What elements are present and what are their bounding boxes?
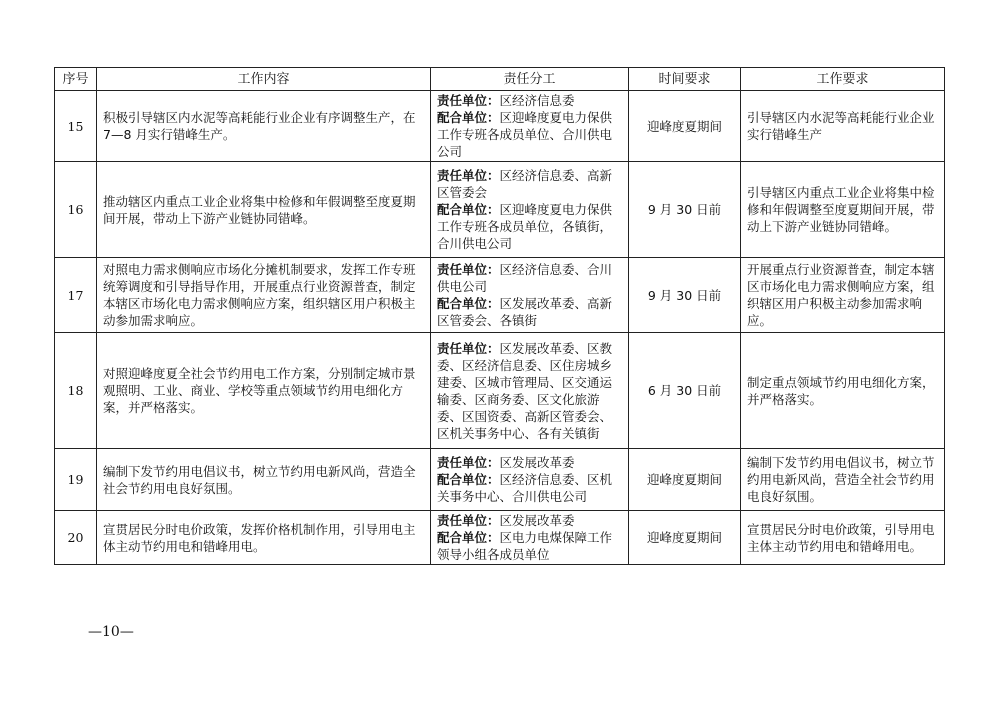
table-row xyxy=(55,333,945,449)
work-content: 积极引导辖区内水泥等高耗能行业企业有序调整生产，在 7—8 月实行错峰生产。 xyxy=(97,91,431,162)
coop-units: 区迎峰度夏电力保供工作专班各成员单位，各镇街，合川供电公司 xyxy=(437,202,613,251)
lead-units: 区发展改革委 xyxy=(499,455,575,470)
responsibility-cell xyxy=(431,449,629,511)
row-number: 16 xyxy=(55,162,97,258)
responsibility-cell xyxy=(431,511,629,565)
table-body xyxy=(55,91,945,565)
coop-unit-line xyxy=(437,295,622,329)
work-content: 宣贯居民分时电价政策，发挥价格机制作用，引导用电主体主动节约用电和错峰用电。 xyxy=(97,511,431,565)
responsibility-cell xyxy=(431,333,629,449)
row-number: 18 xyxy=(55,333,97,449)
lead-unit-line xyxy=(437,454,622,471)
responsibility-cell xyxy=(431,91,629,162)
work-requirement: 制定重点领域节约用电细化方案，并严格落实。 xyxy=(741,333,945,449)
header-number: 序号 xyxy=(55,68,97,91)
time-requirement: 迎峰度夏期间 xyxy=(629,91,741,162)
lead-units: 区发展改革委 xyxy=(499,513,575,528)
header-requirement: 工作要求 xyxy=(741,68,945,91)
lead-unit-line xyxy=(437,512,622,529)
lead-unit-label: 责任单位： xyxy=(437,262,500,277)
header-time: 时间要求 xyxy=(629,68,741,91)
lead-units: 区经济信息委 xyxy=(499,93,575,108)
responsibility-cell xyxy=(431,162,629,258)
coop-unit-label: 配合单位： xyxy=(437,110,500,125)
coop-unit-line xyxy=(437,201,622,252)
coop-unit-label: 配合单位： xyxy=(437,472,500,487)
page-number: —10— xyxy=(88,624,134,640)
header-responsibility: 责任分工 xyxy=(431,68,629,91)
table-row xyxy=(55,91,945,162)
coop-unit-label: 配合单位： xyxy=(437,296,500,311)
table-header xyxy=(55,68,945,91)
time-requirement: 9 月 30 日前 xyxy=(629,162,741,258)
coop-unit-line xyxy=(437,109,622,160)
work-requirement: 开展重点行业资源普查，制定本辖区市场化电力需求侧响应方案，组织辖区用户积极主动参加需求响应。 xyxy=(741,258,945,333)
responsibility-cell xyxy=(431,258,629,333)
work-requirement: 宣贯居民分时电价政策，引导用电主体主动节约用电和错峰用电。 xyxy=(741,511,945,565)
work-content: 对照迎峰度夏全社会节约用电工作方案，分别制定城市景观照明、工业、商业、学校等重点领域节约用电细化方案，并严格落实。 xyxy=(97,333,431,449)
table-row xyxy=(55,258,945,333)
table-row xyxy=(55,449,945,511)
lead-unit-label: 责任单位： xyxy=(437,340,500,356)
table-row xyxy=(55,511,945,565)
work-content: 对照电力需求侧响应市场化分摊机制要求，发挥工作专班统筹调度和引导指导作用，开展重点行业资源普查，制定本辖区市场化电力需求侧响应方案，组织辖区用户积极主动参加需求响应。 xyxy=(97,258,431,333)
coop-unit-line xyxy=(437,529,622,563)
row-number: 15 xyxy=(55,91,97,162)
row-number: 17 xyxy=(55,258,97,333)
coop-units: 区发展改革委、高新区管委会、各镇街 xyxy=(437,296,613,328)
lead-unit-label: 责任单位： xyxy=(437,168,500,183)
work-requirement: 编制下发节约用电倡议书，树立节约用电新风尚，营造全社会节约用电良好氛围。 xyxy=(741,449,945,511)
lead-unit-label: 责任单位： xyxy=(437,513,500,528)
lead-unit-label: 责任单位： xyxy=(437,455,500,470)
row-number: 20 xyxy=(55,511,97,565)
lead-unit-line xyxy=(437,340,622,442)
coop-units: 区经济信息委、区机关事务中心、合川供电公司 xyxy=(437,472,613,504)
time-requirement: 9 月 30 日前 xyxy=(629,258,741,333)
time-requirement: 迎峰度夏期间 xyxy=(629,449,741,511)
work-requirement: 引导辖区内水泥等高耗能行业企业实行错峰生产 xyxy=(741,91,945,162)
work-requirement: 引导辖区内重点工业企业将集中检修和年假调整至度夏期间开展，带动上下游产业链协同错峰。 xyxy=(741,162,945,258)
row-number: 19 xyxy=(55,449,97,511)
time-requirement: 6 月 30 日前 xyxy=(629,333,741,449)
header-row xyxy=(55,68,945,91)
coop-unit-line xyxy=(437,471,622,505)
lead-unit-line xyxy=(437,167,622,201)
work-task-table xyxy=(54,67,945,565)
work-content: 推动辖区内重点工业企业将集中检修和年假调整至度夏期间开展，带动上下游产业链协同错峰。 xyxy=(97,162,431,258)
coop-unit-label: 配合单位： xyxy=(437,530,500,545)
coop-units: 区电力电煤保障工作领导小组各成员单位 xyxy=(437,530,613,562)
lead-units: 区经济信息委、合川供电公司 xyxy=(437,262,613,294)
lead-unit-line xyxy=(437,92,622,109)
header-content: 工作内容 xyxy=(97,68,431,91)
lead-unit-label: 责任单位： xyxy=(437,93,500,108)
coop-units: 区迎峰度夏电力保供工作专班各成员单位、合川供电公司 xyxy=(437,110,613,159)
lead-units: 区发展改革委、区教委、区经济信息委、区住房城乡建委、区城市管理局、区交通运输委、区商务委、区文化旅游委、区国资委、高新区管委会、区机关事务中心、各有关镇街 xyxy=(437,340,613,441)
coop-unit-label: 配合单位： xyxy=(437,202,500,217)
table-row xyxy=(55,162,945,258)
lead-units: 区经济信息委、高新区管委会 xyxy=(437,168,613,200)
lead-unit-line xyxy=(437,261,622,295)
time-requirement: 迎峰度夏期间 xyxy=(629,511,741,565)
work-content: 编制下发节约用电倡议书，树立节约用电新风尚，营造全社会节约用电良好氛围。 xyxy=(97,449,431,511)
